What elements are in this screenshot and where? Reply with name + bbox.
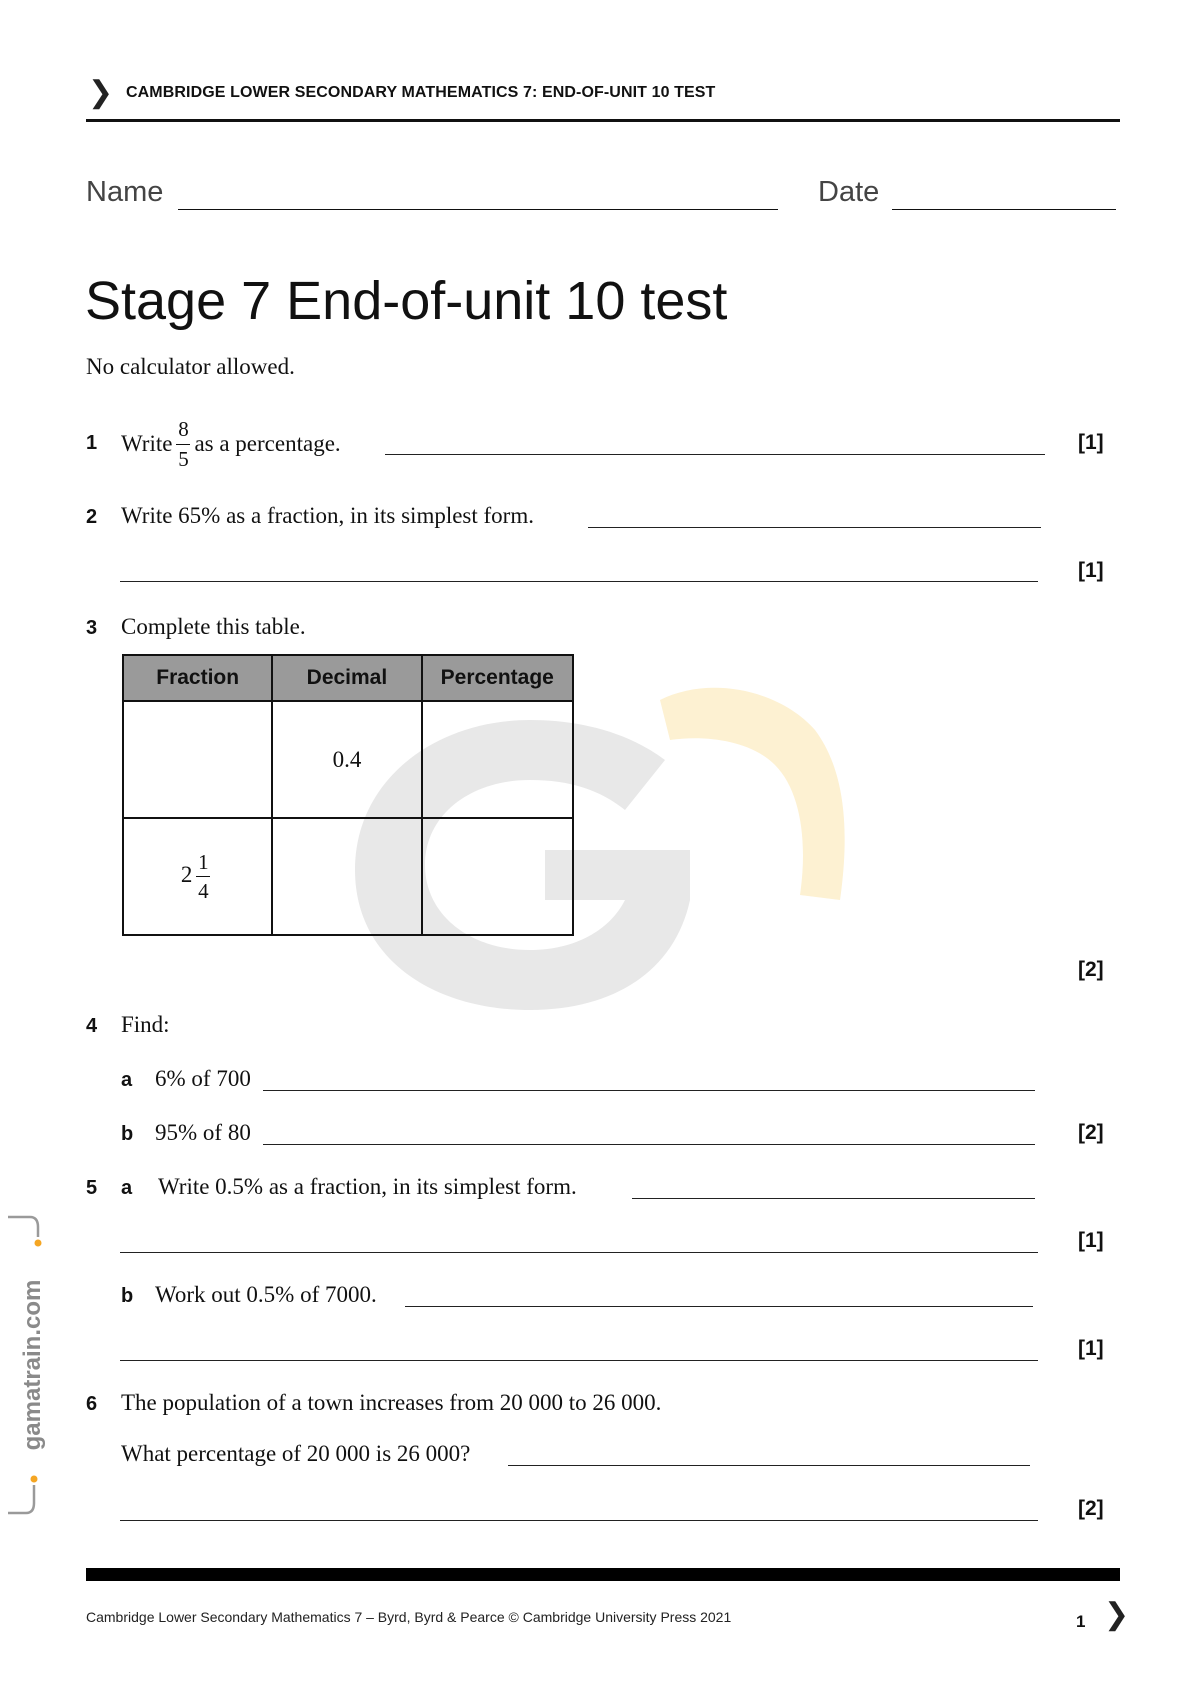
question-2-text: Write 65% as a fraction, in its simplest form. <box>121 503 534 528</box>
question-2-answer-line-2[interactable] <box>120 581 1038 582</box>
fraction-denominator: 4 <box>198 879 209 903</box>
question-4a-answer-line[interactable] <box>263 1090 1035 1091</box>
question-5b-label: b <box>121 1285 134 1307</box>
question-3-number: 3 <box>86 617 98 639</box>
mixed-fraction <box>196 850 210 903</box>
question-5b-mark: [1] <box>1078 1337 1104 1360</box>
name-label: Name <box>86 176 164 208</box>
table-header-fraction: Fraction <box>123 655 272 701</box>
date-label: Date <box>818 176 880 208</box>
question-2-number: 2 <box>86 506 98 528</box>
fraction-denominator: 5 <box>178 446 189 471</box>
next-page-chevron-icon[interactable]: ❯ <box>1104 1598 1130 1631</box>
question-5b-answer-line-2[interactable] <box>120 1360 1038 1361</box>
header-title: CAMBRIDGE LOWER SECONDARY MATHEMATICS 7: END-OF-UNIT 10 TEST <box>126 84 716 101</box>
date-answer-line[interactable] <box>892 209 1116 210</box>
question-4a-text: 6% of 700 <box>155 1066 251 1091</box>
question-3-text: Complete this table. <box>121 614 306 639</box>
question-1-number: 1 <box>86 432 98 454</box>
question-4a-label: a <box>121 1069 133 1091</box>
table-header-decimal: Decimal <box>272 655 421 701</box>
question-1-text-before: Write <box>121 431 173 456</box>
question-5-number: 5 <box>86 1177 98 1199</box>
question-5a-text: Write 0.5% as a fraction, in its simplest form. <box>158 1174 577 1199</box>
question-4-number: 4 <box>86 1015 98 1037</box>
question-6-answer-line-1[interactable] <box>508 1465 1030 1466</box>
watermark-side-text: gamatrain.com <box>19 1279 46 1451</box>
mixed-whole: 2 <box>180 861 193 887</box>
name-answer-line[interactable] <box>178 209 778 210</box>
question-4b-label: b <box>121 1123 134 1145</box>
question-1-text <box>121 412 341 476</box>
fraction-numerator: 8 <box>178 417 189 442</box>
question-4b-answer-line[interactable] <box>263 1144 1035 1145</box>
gamatrain-side-logo <box>0 1215 50 1515</box>
question-1-answer-line[interactable] <box>385 454 1045 455</box>
page-number: 1 <box>1076 1612 1086 1631</box>
table-cell-decimal-answer[interactable] <box>272 818 421 935</box>
page-title: Stage 7 End-of-unit 10 test <box>85 271 728 331</box>
question-5a-answer-line-1[interactable] <box>632 1198 1035 1199</box>
question-1-fraction <box>176 417 190 470</box>
question-2-mark: [1] <box>1078 559 1104 582</box>
question-2-answer-line-1[interactable] <box>588 527 1041 528</box>
question-5b-text: Work out 0.5% of 7000. <box>155 1282 377 1307</box>
table-cell-mixed-number <box>123 818 272 935</box>
question-3-mark: [2] <box>1078 958 1104 981</box>
header-rule <box>86 119 1120 122</box>
question-5a-label: a <box>121 1177 133 1199</box>
table-cell-fraction-answer[interactable] <box>123 701 272 818</box>
footer-text: Cambridge Lower Secondary Mathematics 7 – Byrd, Byrd & Pearce © Cambridge University Press 2021 <box>86 1609 732 1625</box>
table-cell-percentage-answer[interactable] <box>422 701 573 818</box>
question-5a-answer-line-2[interactable] <box>120 1252 1038 1253</box>
question-6-mark: [2] <box>1078 1497 1104 1520</box>
question-6-line-1: The population of a town increases from 20 000 to 26 000. <box>121 1390 662 1415</box>
table-row <box>123 818 573 935</box>
table-header-percentage: Percentage <box>422 655 573 701</box>
instruction-text: No calculator allowed. <box>86 354 295 379</box>
question-1-text-after: as a percentage. <box>194 431 341 456</box>
conversion-table <box>122 654 574 936</box>
chevron-right-icon: ❯ <box>88 76 114 109</box>
footer-bar <box>86 1568 1120 1581</box>
question-4b-text: 95% of 80 <box>155 1120 251 1145</box>
table-header-row <box>123 655 573 701</box>
table-row <box>123 701 573 818</box>
question-5b-answer-line-1[interactable] <box>405 1306 1033 1307</box>
question-5a-mark: [1] <box>1078 1229 1104 1252</box>
table-cell-decimal: 0.4 <box>272 701 421 818</box>
question-6-answer-line-2[interactable] <box>120 1520 1038 1521</box>
fraction-numerator: 1 <box>198 849 209 874</box>
watermark-accent-shape <box>650 680 850 910</box>
question-6-line-2: What percentage of 20 000 is 26 000? <box>121 1441 471 1466</box>
question-4-mark: [2] <box>1078 1121 1104 1144</box>
question-1-mark: [1] <box>1078 431 1104 454</box>
table-cell-percentage-answer[interactable] <box>422 818 573 935</box>
question-4-text: Find: <box>121 1012 170 1037</box>
question-6-number: 6 <box>86 1393 98 1415</box>
